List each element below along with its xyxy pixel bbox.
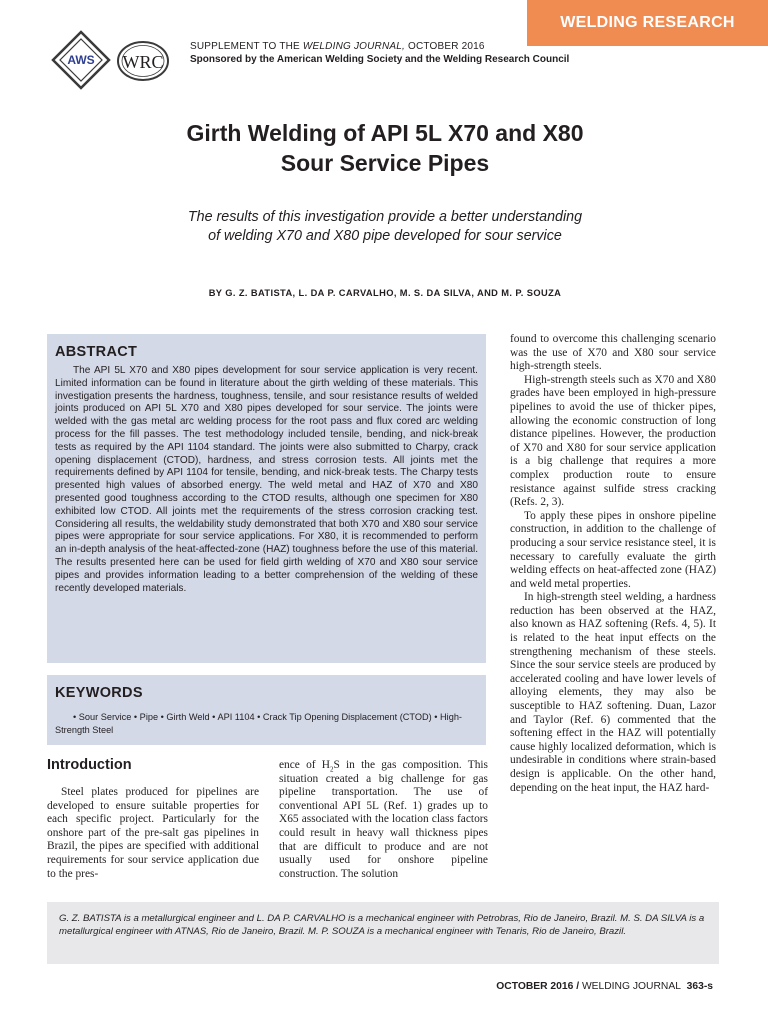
wrc-logo bbox=[116, 40, 170, 82]
body-column-1: Steel plates produced for pipelines are developed to ensure suitable properties for each specific project. Particularly for the onshore part of the pre-salt gas pipelines in Brazil, the pipes are specified with additional requirements for sour service application due to the pres- bbox=[47, 786, 259, 880]
subtitle-line-2: of welding X70 and X80 pipe developed for sour service bbox=[208, 228, 562, 244]
column-2-subscript: 2 bbox=[329, 765, 334, 774]
abstract-box bbox=[47, 334, 486, 663]
column-3-paragraph-4: In high-strength steel welding, a hardness reduction has been observed at the HAZ, also known as HAZ softening (Refs. 4, 5). It is related to the heat input effects on the strengthening mechanism of these steels. Since the sour service steels are produced by accelerated cooling and have lower levels of alloying elements, they may also be susceptible to HAZ softening. Duan, Lazor and Taylor (Ref. 6) commented that the softening effect in the HAZ will potentially cause highly localized deformation, which is undesirable in conditions where strain-based design is applicable. On the other hand, depending on the heat input, the HAZ hard- bbox=[510, 591, 716, 794]
supplement-date: OCTOBER 2016 bbox=[405, 41, 485, 52]
body-column-2 bbox=[279, 759, 488, 881]
wrc-logo-text: WRC bbox=[122, 52, 164, 72]
supplement-header bbox=[190, 41, 569, 65]
folio-journal: WELDING JOURNAL bbox=[581, 981, 681, 992]
page-number: 363-s bbox=[686, 981, 713, 992]
keywords-box bbox=[47, 675, 486, 745]
subtitle-line-1: The results of this investigation provide a better understanding bbox=[187, 209, 583, 225]
sponsor-line: Sponsored by the American Welding Society and the Welding Research Council bbox=[190, 54, 570, 65]
supplement-prefix: SUPPLEMENT TO THE bbox=[190, 41, 303, 52]
supplement-line bbox=[190, 41, 569, 52]
article-subtitle bbox=[100, 208, 670, 246]
section-banner-label: WELDING RESEARCH bbox=[560, 14, 735, 31]
column-2-text-a: ence of H bbox=[279, 759, 330, 771]
abstract-text: The API 5L X70 and X80 pipes development for sour service application is very recent. Limited information can be found in literature about the girth welding of these materials. This investigation presents the hardness, toughness, tensile, and sour resistance results of welded joints produced on API 5L X70 and X80 pipes developed for sour service. The joints were welded with the gas metal arc welding process for the root pass and flux cored arc welding process for the fill passes. The test methodology included tensile, bending, and nick-break tests as required by the API 1104 standard. The joints were also submitted to Charpy, crack opening displacement (CTOD), hardness, and stress corrosion tests. All joints met the requirements defined by API 1104 for tensile, bending, and nick-break tests. The Charpy tests presented high values of absorbed energy. The weld metal and HAZ of X70 and X80 presented good toughness according to the CTOD results, although one specimen for X80 exhibited low CTOD. All joints met the requirements of the stress corrosion cracking test. Considering all results, the weldability study demonstrated that both X70 and X80 sour service pipes were appropriate for sour service applications. For X80, it is recommended to perform an in-depth analysis of the heat-affected-zone (HAZ) toughness before the use of this material. The results presented here can be used for field girth welding of X70 and X80 sour service pipes and provides information leading to a better comprehension of the welding of these recently developed materials. bbox=[55, 365, 478, 594]
column-3-paragraph-2: High-strength steels such as X70 and X80 grades have been employed in high-pressure pipelines to avoid the use of thicker pipes, allowing the economic construction of long distance pipelines. However, the production of X70 and X80 for sour service application is a big challenge that requires a more complex production route to ensure resistance against sulfide stress cracking (Refs. 2, 3). bbox=[510, 373, 716, 509]
title-line-2: Sour Service Pipes bbox=[280, 150, 490, 176]
column-2-text-b: S in the gas composition. This situation created a big challenge for gas pipeline transportation. The use of conventional API 5L (Ref. 1) grades up to X65 associated with the location class factors could result in heavy wall thickness pipes that are difficult to produce and are not usually used for onshore pipeline construction. The solution bbox=[279, 759, 488, 880]
aws-logo bbox=[51, 30, 111, 90]
author-affiliation-box bbox=[47, 902, 719, 964]
folio-date: OCTOBER 2016 bbox=[496, 981, 574, 992]
author-affiliation-text: G. Z. BATISTA is a metallurgical engineer and L. DA P. CARVALHO is a mechanical engineer with Petrobras, Rio de Janeiro, Brazil. M. S. DA SILVA is a metallurgical engineer with ATNAS, Rio de Janeiro, Brazil. M. P. SOUZA is a mechanical engineer with Tenaris, Rio de Janeiro, Brazil. bbox=[59, 913, 705, 937]
keywords-heading: KEYWORDS bbox=[55, 685, 143, 701]
abstract-heading: ABSTRACT bbox=[55, 344, 138, 360]
page-folio bbox=[496, 981, 713, 992]
aws-logo-text: AWS bbox=[67, 53, 95, 67]
body-column-3 bbox=[510, 333, 716, 795]
supplement-journal: WELDING JOURNAL, bbox=[302, 41, 406, 52]
column-3-paragraph-1: found to overcome this challenging scenario was the use of X70 and X80 sour service high-strength steels. bbox=[510, 333, 716, 373]
author-byline: BY G. Z. BATISTA, L. DA P. CARVALHO, M. S. DA SILVA, AND M. P. SOUZA bbox=[208, 288, 562, 298]
article-title bbox=[60, 118, 710, 178]
column-3-paragraph-3: To apply these pipes in onshore pipeline construction, in addition to the challenge of producing a sour service resistance steel, it is necessary to carefully evaluate the girth welding effects on heat-affected zone (HAZ) and weld metal properties. bbox=[510, 509, 716, 590]
title-line-1: Girth Welding of API 5L X70 and X80 bbox=[186, 120, 584, 146]
keywords-text: • Sour Service • Pipe • Girth Weld • API 1104 • Crack Tip Opening Displacement (CTOD) • High-Strength Steel bbox=[55, 712, 462, 735]
introduction-heading: Introduction bbox=[47, 757, 132, 773]
section-banner bbox=[527, 0, 768, 46]
folio-separator: / bbox=[573, 981, 582, 992]
